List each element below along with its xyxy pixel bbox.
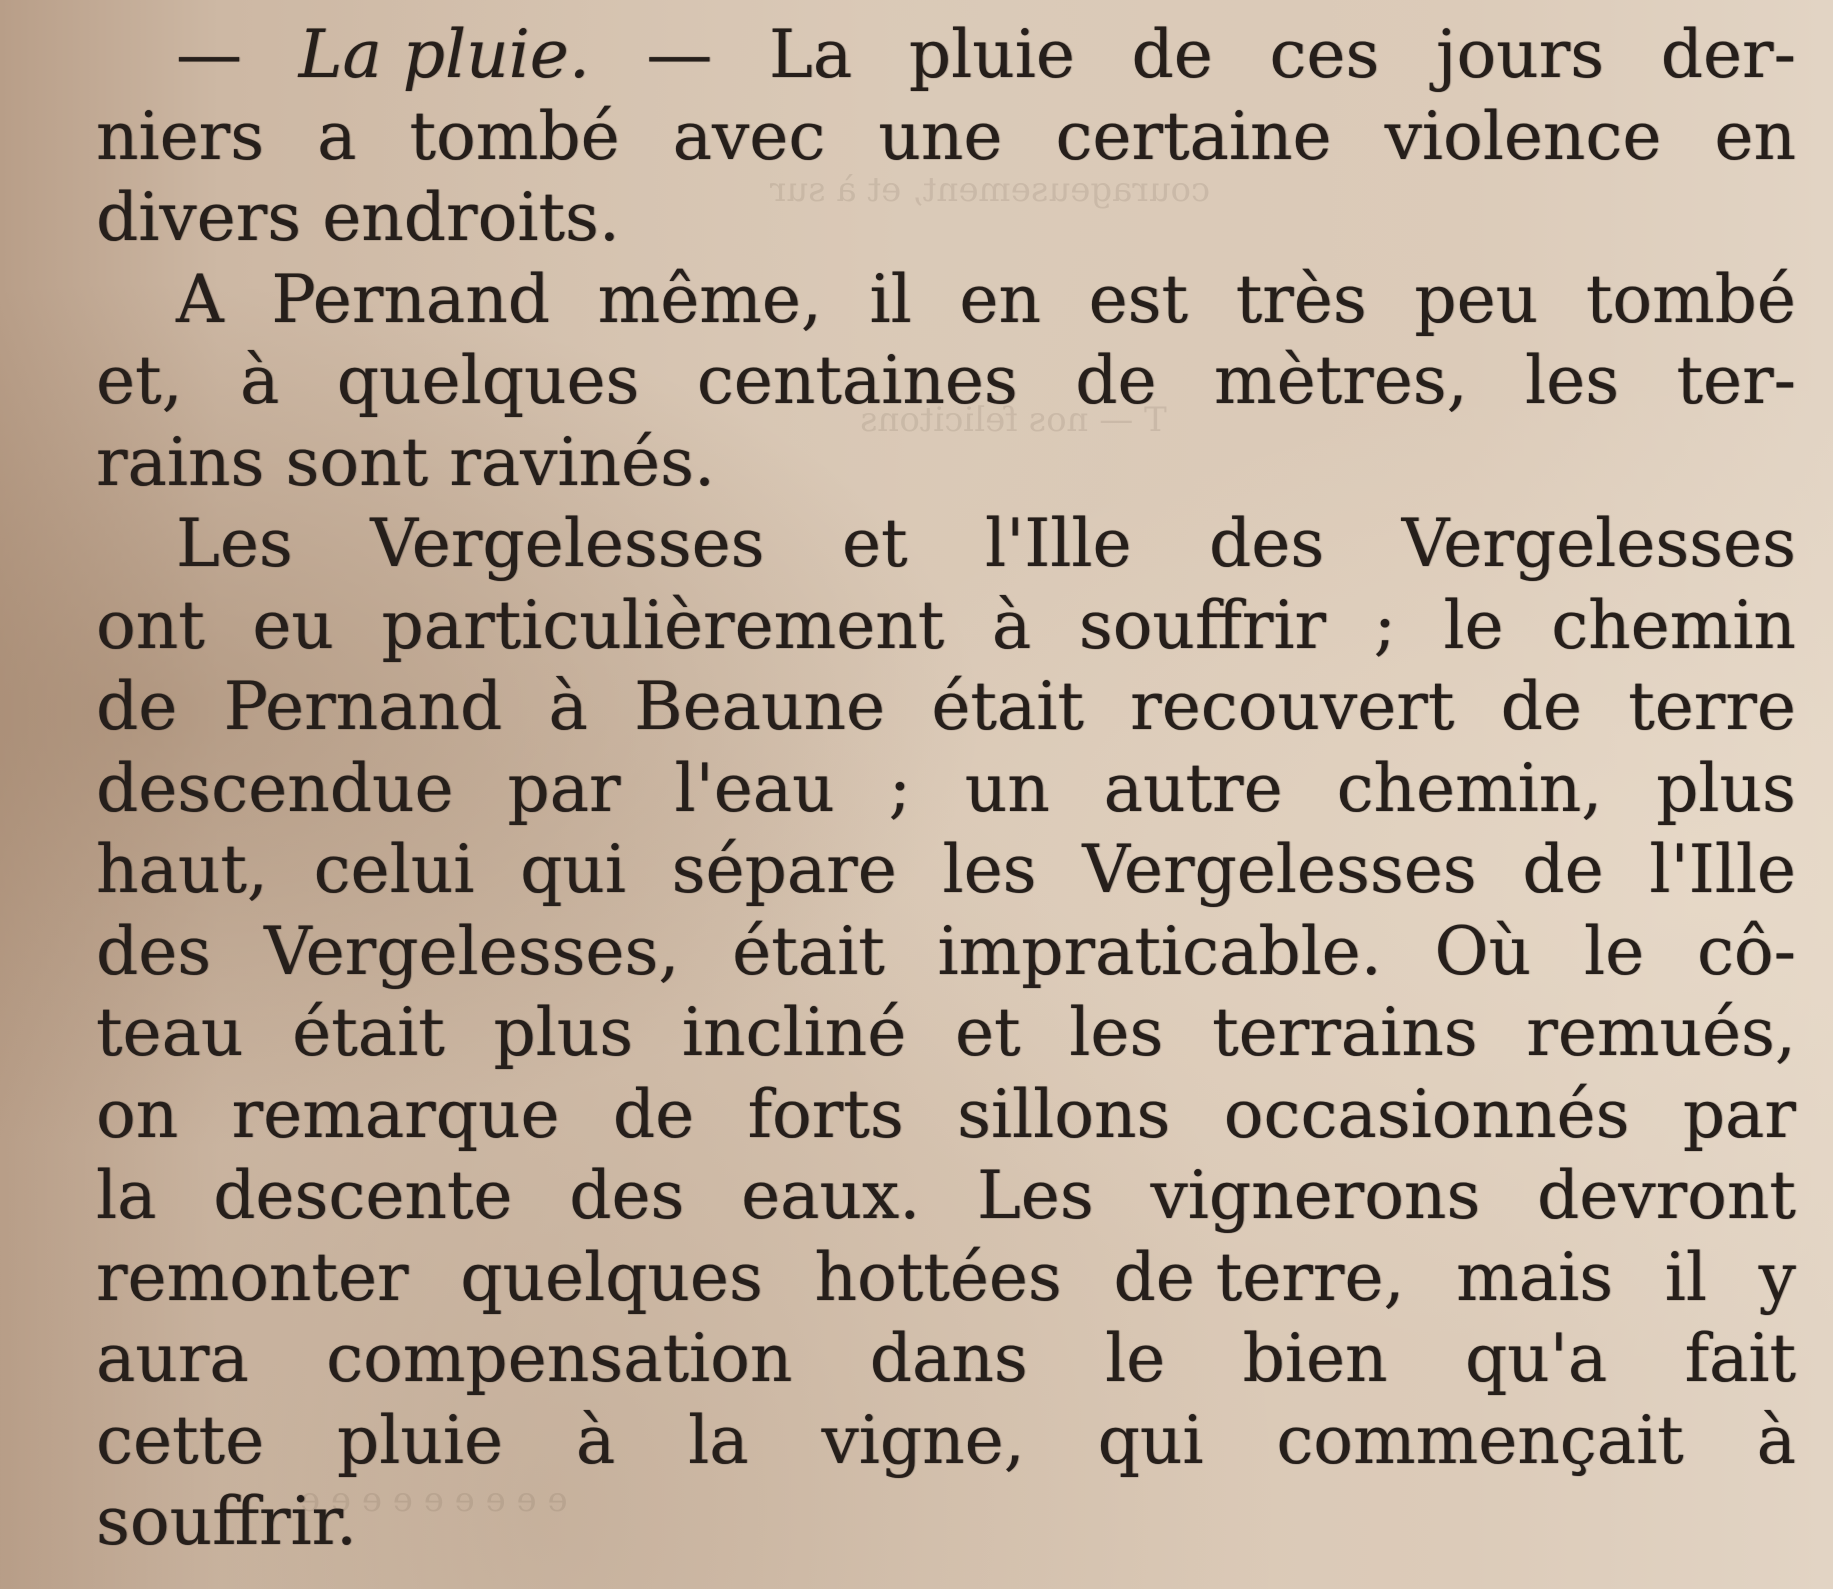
article-word: ; xyxy=(1373,586,1396,664)
article-word: et xyxy=(954,994,1021,1071)
article-line xyxy=(96,1318,1796,1400)
article-line xyxy=(96,748,1796,830)
article-word: cette xyxy=(96,1401,265,1479)
article-word: en xyxy=(959,260,1041,338)
article-word: teau xyxy=(96,994,244,1071)
article-line xyxy=(96,829,1796,911)
article-word: qui xyxy=(1097,1401,1204,1479)
article-word: ont xyxy=(96,586,205,664)
article-word: vignerons xyxy=(1150,1157,1481,1234)
article-line xyxy=(96,1074,1796,1156)
article-word: à xyxy=(548,668,588,745)
article-word: l'Ille xyxy=(984,505,1132,582)
article-word: ter- xyxy=(1676,342,1796,419)
article-word: il xyxy=(869,260,912,338)
article-word: ; xyxy=(888,749,911,827)
article-word: était xyxy=(292,994,445,1071)
article-word: une xyxy=(878,97,1003,175)
article-word: terre xyxy=(1628,668,1796,745)
article-word: l'Ille xyxy=(1649,831,1796,908)
article-word: Vergelesses xyxy=(1401,505,1796,582)
article-word: eu xyxy=(252,586,334,664)
article-word: des xyxy=(569,1157,685,1234)
article-word: rains xyxy=(96,423,265,501)
article-word: un xyxy=(964,749,1050,827)
article-word: peu xyxy=(1414,260,1539,338)
article-word: — xyxy=(176,16,242,93)
article-word: cô- xyxy=(1696,912,1796,990)
article-line xyxy=(96,1400,1796,1482)
article-word: forts xyxy=(747,1075,904,1153)
article-line xyxy=(96,340,1796,422)
article-word: est xyxy=(1088,260,1189,338)
article-word: sillons xyxy=(957,1075,1171,1153)
article-word: a xyxy=(317,97,357,175)
article-word: les xyxy=(942,831,1037,908)
article-line xyxy=(96,911,1796,993)
article-word: centaines xyxy=(696,342,1018,419)
article-word: pluie xyxy=(908,16,1075,93)
article-word: La pluie. xyxy=(298,16,590,93)
article-word: souffrir. xyxy=(96,1483,357,1560)
article-word: eaux. xyxy=(741,1157,921,1234)
article-word: remués, xyxy=(1526,994,1796,1071)
article-word: souffrir xyxy=(1078,586,1327,664)
article-word: Pernand xyxy=(271,260,550,338)
article-word: vigne, xyxy=(821,1401,1025,1479)
article-word: ravinés. xyxy=(449,423,715,501)
article-word: pluie xyxy=(337,1401,504,1479)
article-word: à xyxy=(240,342,280,419)
article-word: Les xyxy=(176,505,293,582)
article-word: il xyxy=(1664,1238,1707,1316)
reverse-side-bleed: courageusement, et à sur xyxy=(770,170,1211,210)
article-word: — xyxy=(646,16,713,93)
article-line xyxy=(96,1237,1796,1319)
article-line xyxy=(96,1155,1796,1237)
article-word: mais xyxy=(1456,1238,1614,1316)
article-line xyxy=(96,503,1796,585)
article-word: le xyxy=(1583,912,1645,990)
article-word: le xyxy=(1443,586,1504,664)
article-word: le xyxy=(1105,1320,1166,1397)
article-word: de xyxy=(1500,668,1582,745)
article-word: dans xyxy=(869,1320,1028,1397)
article-word: sépare xyxy=(671,831,897,908)
article-word: plus xyxy=(1656,749,1796,827)
article-word: en xyxy=(1714,97,1796,175)
article-word: Vergelesses xyxy=(370,505,765,582)
article-word: quelques xyxy=(460,1238,763,1316)
article-word: descente xyxy=(213,1157,513,1234)
article-line xyxy=(96,1481,1796,1563)
article-word: qui xyxy=(520,831,626,908)
article-line xyxy=(96,259,1796,341)
article-word: de xyxy=(96,668,178,745)
article-word: aura xyxy=(96,1320,249,1397)
reverse-side-bleed: e e e e e e e e e xyxy=(300,1480,568,1520)
article-word: chemin xyxy=(1551,586,1796,664)
article-line xyxy=(96,96,1796,178)
article-word: divers xyxy=(96,179,302,256)
article-word: impraticable. xyxy=(937,912,1382,990)
article-word: A xyxy=(176,260,224,338)
article-word: violence xyxy=(1384,97,1662,175)
article-word: incliné xyxy=(681,994,907,1071)
article-line xyxy=(96,177,1796,259)
article-word: avec xyxy=(672,97,826,175)
article-word: même, xyxy=(597,260,822,338)
article-word: de xyxy=(1522,831,1604,908)
article-word: terrains xyxy=(1212,994,1478,1071)
article-word: et, xyxy=(96,342,183,419)
article-word: Beaune xyxy=(634,668,886,745)
article-line xyxy=(96,14,1796,96)
article-word: certaine xyxy=(1055,97,1332,175)
article-word: Vergelesses, xyxy=(264,912,680,990)
article-word: hottées xyxy=(814,1238,1062,1316)
article-word: mètres, xyxy=(1213,342,1468,419)
article-word: celui xyxy=(313,831,475,908)
article-word: par xyxy=(507,749,621,827)
article-word: devront xyxy=(1537,1157,1796,1234)
article-text xyxy=(96,14,1796,1563)
article-word: Les xyxy=(976,1157,1094,1234)
article-word: der- xyxy=(1660,16,1796,93)
article-word: à xyxy=(575,1401,616,1479)
article-word: la xyxy=(688,1401,749,1479)
article-word: remarque xyxy=(231,1075,560,1153)
article-word: autre xyxy=(1103,749,1283,827)
article-word: Pernand xyxy=(223,668,503,745)
article-word: l'eau xyxy=(674,749,835,827)
article-word: de xyxy=(1131,16,1213,93)
article-word: qu'a xyxy=(1464,1320,1608,1397)
article-word: sont xyxy=(285,423,429,501)
article-word: on xyxy=(96,1075,179,1153)
article-word: quelques xyxy=(336,342,640,419)
article-line xyxy=(96,422,1796,504)
article-word: les xyxy=(1525,342,1620,419)
article-line xyxy=(96,666,1796,748)
article-word: haut, xyxy=(96,831,268,908)
article-word: tombé xyxy=(409,97,620,175)
article-word: descendue xyxy=(96,749,454,827)
article-word: commençait xyxy=(1276,1401,1684,1479)
article-word: à xyxy=(991,586,1032,664)
article-word: et xyxy=(841,505,908,582)
article-word: à xyxy=(1756,1401,1796,1479)
article-word: endroits. xyxy=(322,179,620,256)
article-word: de terre, xyxy=(1113,1238,1405,1316)
article-word: remonter xyxy=(96,1238,409,1316)
article-word: Vergelesses xyxy=(1082,831,1477,908)
article-line xyxy=(96,992,1796,1074)
article-word: était xyxy=(931,668,1084,745)
article-word: compensation xyxy=(326,1320,793,1397)
article-word: par xyxy=(1682,1075,1796,1153)
article-line xyxy=(96,585,1796,667)
article-word: de xyxy=(1075,342,1157,419)
article-word: chemin, xyxy=(1336,749,1603,827)
article-word: des xyxy=(96,912,212,990)
article-word: tombé xyxy=(1585,260,1796,338)
article-word: la xyxy=(96,1157,157,1234)
article-word: les xyxy=(1069,994,1164,1071)
article-word: bien xyxy=(1242,1320,1388,1397)
article-word: des xyxy=(1209,505,1325,582)
article-word: niers xyxy=(96,97,265,175)
article-word: particulièrement xyxy=(381,586,945,664)
article-word: très xyxy=(1235,260,1367,338)
article-word: ces xyxy=(1269,16,1380,93)
article-word: fait xyxy=(1684,1320,1796,1397)
article-word: y xyxy=(1758,1238,1796,1316)
article-word: jours xyxy=(1435,16,1605,93)
article-word: recouvert xyxy=(1130,668,1455,745)
article-word: occasionnés xyxy=(1223,1075,1630,1153)
article-word: plus xyxy=(493,994,634,1071)
article-word: La xyxy=(769,16,853,93)
article-word: était xyxy=(732,912,885,990)
reverse-side-bleed: T — nos felicitons xyxy=(860,400,1167,440)
article-word: de xyxy=(612,1075,695,1153)
article-word: Où xyxy=(1434,912,1532,990)
